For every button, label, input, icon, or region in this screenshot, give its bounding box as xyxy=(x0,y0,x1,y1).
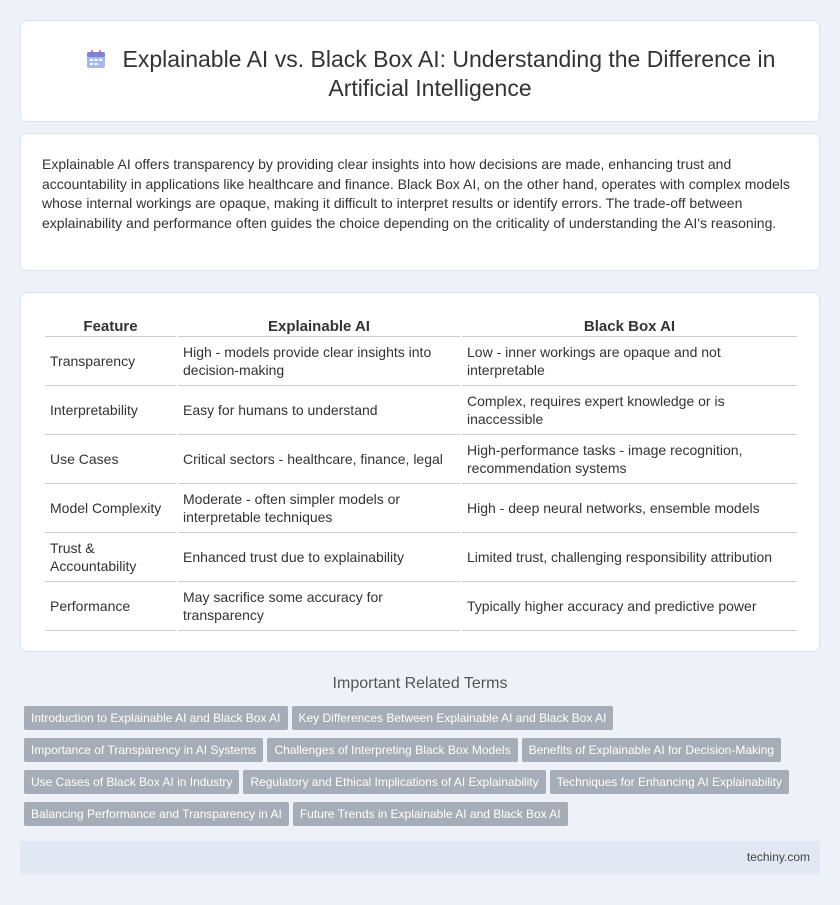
table-cell: Easy for humans to understand xyxy=(178,386,460,435)
table-row xyxy=(45,386,797,435)
related-term-link[interactable]: Use Cases of Black Box AI in Industry xyxy=(24,770,239,794)
table-cell: High-performance tasks - image recognition, recommendation systems xyxy=(462,435,797,484)
intro-paragraph: Explainable AI offers transparency by providing clear insights into how decisions are made, enhancing trust and accountability in applications like healthcare and finance. Black Box AI, on the other hand, operates with complex models whose internal workings are opaque, making it difficult to interpret results or identify errors. The trade-off between explainability and performance often guides the choice depending on the criticality of understanding the AI's reasoning. xyxy=(42,156,790,231)
table-cell: Performance xyxy=(45,582,176,631)
comparison-table xyxy=(43,317,799,631)
table-cell: May sacrifice some accuracy for transparency xyxy=(178,582,460,631)
table-cell: Low - inner workings are opaque and not interpretable xyxy=(462,337,797,386)
related-terms-title: Important Related Terms xyxy=(332,675,508,692)
related-term-link[interactable]: Future Trends in Explainable AI and Black Box AI xyxy=(293,802,568,826)
table-row xyxy=(45,337,797,386)
footer-bar xyxy=(20,841,820,874)
header-feature: Feature xyxy=(45,317,176,337)
calendar-icon xyxy=(85,48,107,70)
related-term-link[interactable]: Key Differences Between Explainable AI and Black Box AI xyxy=(292,706,614,730)
table-cell: Interpretability xyxy=(45,386,176,435)
table-cell: Critical sectors - healthcare, finance, legal xyxy=(178,435,460,484)
table-cell: Enhanced trust due to explainability xyxy=(178,533,460,582)
table-header-row xyxy=(45,317,797,337)
related-term-link[interactable]: Challenges of Interpreting Black Box Models xyxy=(267,738,517,762)
related-term-link[interactable]: Techniques for Enhancing AI Explainability xyxy=(550,770,789,794)
header-black-box-ai: Black Box AI xyxy=(462,317,797,337)
table-row xyxy=(45,484,797,533)
table-cell: Complex, requires expert knowledge or is inaccessible xyxy=(462,386,797,435)
table-row xyxy=(45,582,797,631)
related-term-link[interactable]: Importance of Transparency in AI Systems xyxy=(24,738,263,762)
header-explainable-ai: Explainable AI xyxy=(178,317,460,337)
footer-site-link[interactable]: techiny.com xyxy=(746,850,810,864)
table-cell: High - models provide clear insights into decision-making xyxy=(178,337,460,386)
related-terms-list xyxy=(24,706,824,834)
table-cell: Typically higher accuracy and predictive power xyxy=(462,582,797,631)
table-cell: Use Cases xyxy=(45,435,176,484)
table-cell: Limited trust, challenging responsibility attribution xyxy=(462,533,797,582)
table-row xyxy=(45,435,797,484)
table-row xyxy=(45,533,797,582)
page-title xyxy=(61,45,799,103)
table-cell: Model Complexity xyxy=(45,484,176,533)
page-title-text: Explainable AI vs. Black Box AI: Understanding the Difference in Artificial Intelligence xyxy=(122,46,776,101)
table-cell: Trust & Accountability xyxy=(45,533,176,582)
intro-card xyxy=(20,133,820,271)
related-term-link[interactable]: Benefits of Explainable AI for Decision-Making xyxy=(522,738,781,762)
header-card xyxy=(20,20,820,122)
table-cell: Moderate - often simpler models or interpretable techniques xyxy=(178,484,460,533)
related-term-link[interactable]: Balancing Performance and Transparency in AI xyxy=(24,802,289,826)
related-term-link[interactable]: Introduction to Explainable AI and Black Box AI xyxy=(24,706,288,730)
related-term-link[interactable]: Regulatory and Ethical Implications of AI Explainability xyxy=(243,770,545,794)
table-cell: High - deep neural networks, ensemble models xyxy=(462,484,797,533)
table-cell: Transparency xyxy=(45,337,176,386)
comparison-card xyxy=(20,292,820,652)
